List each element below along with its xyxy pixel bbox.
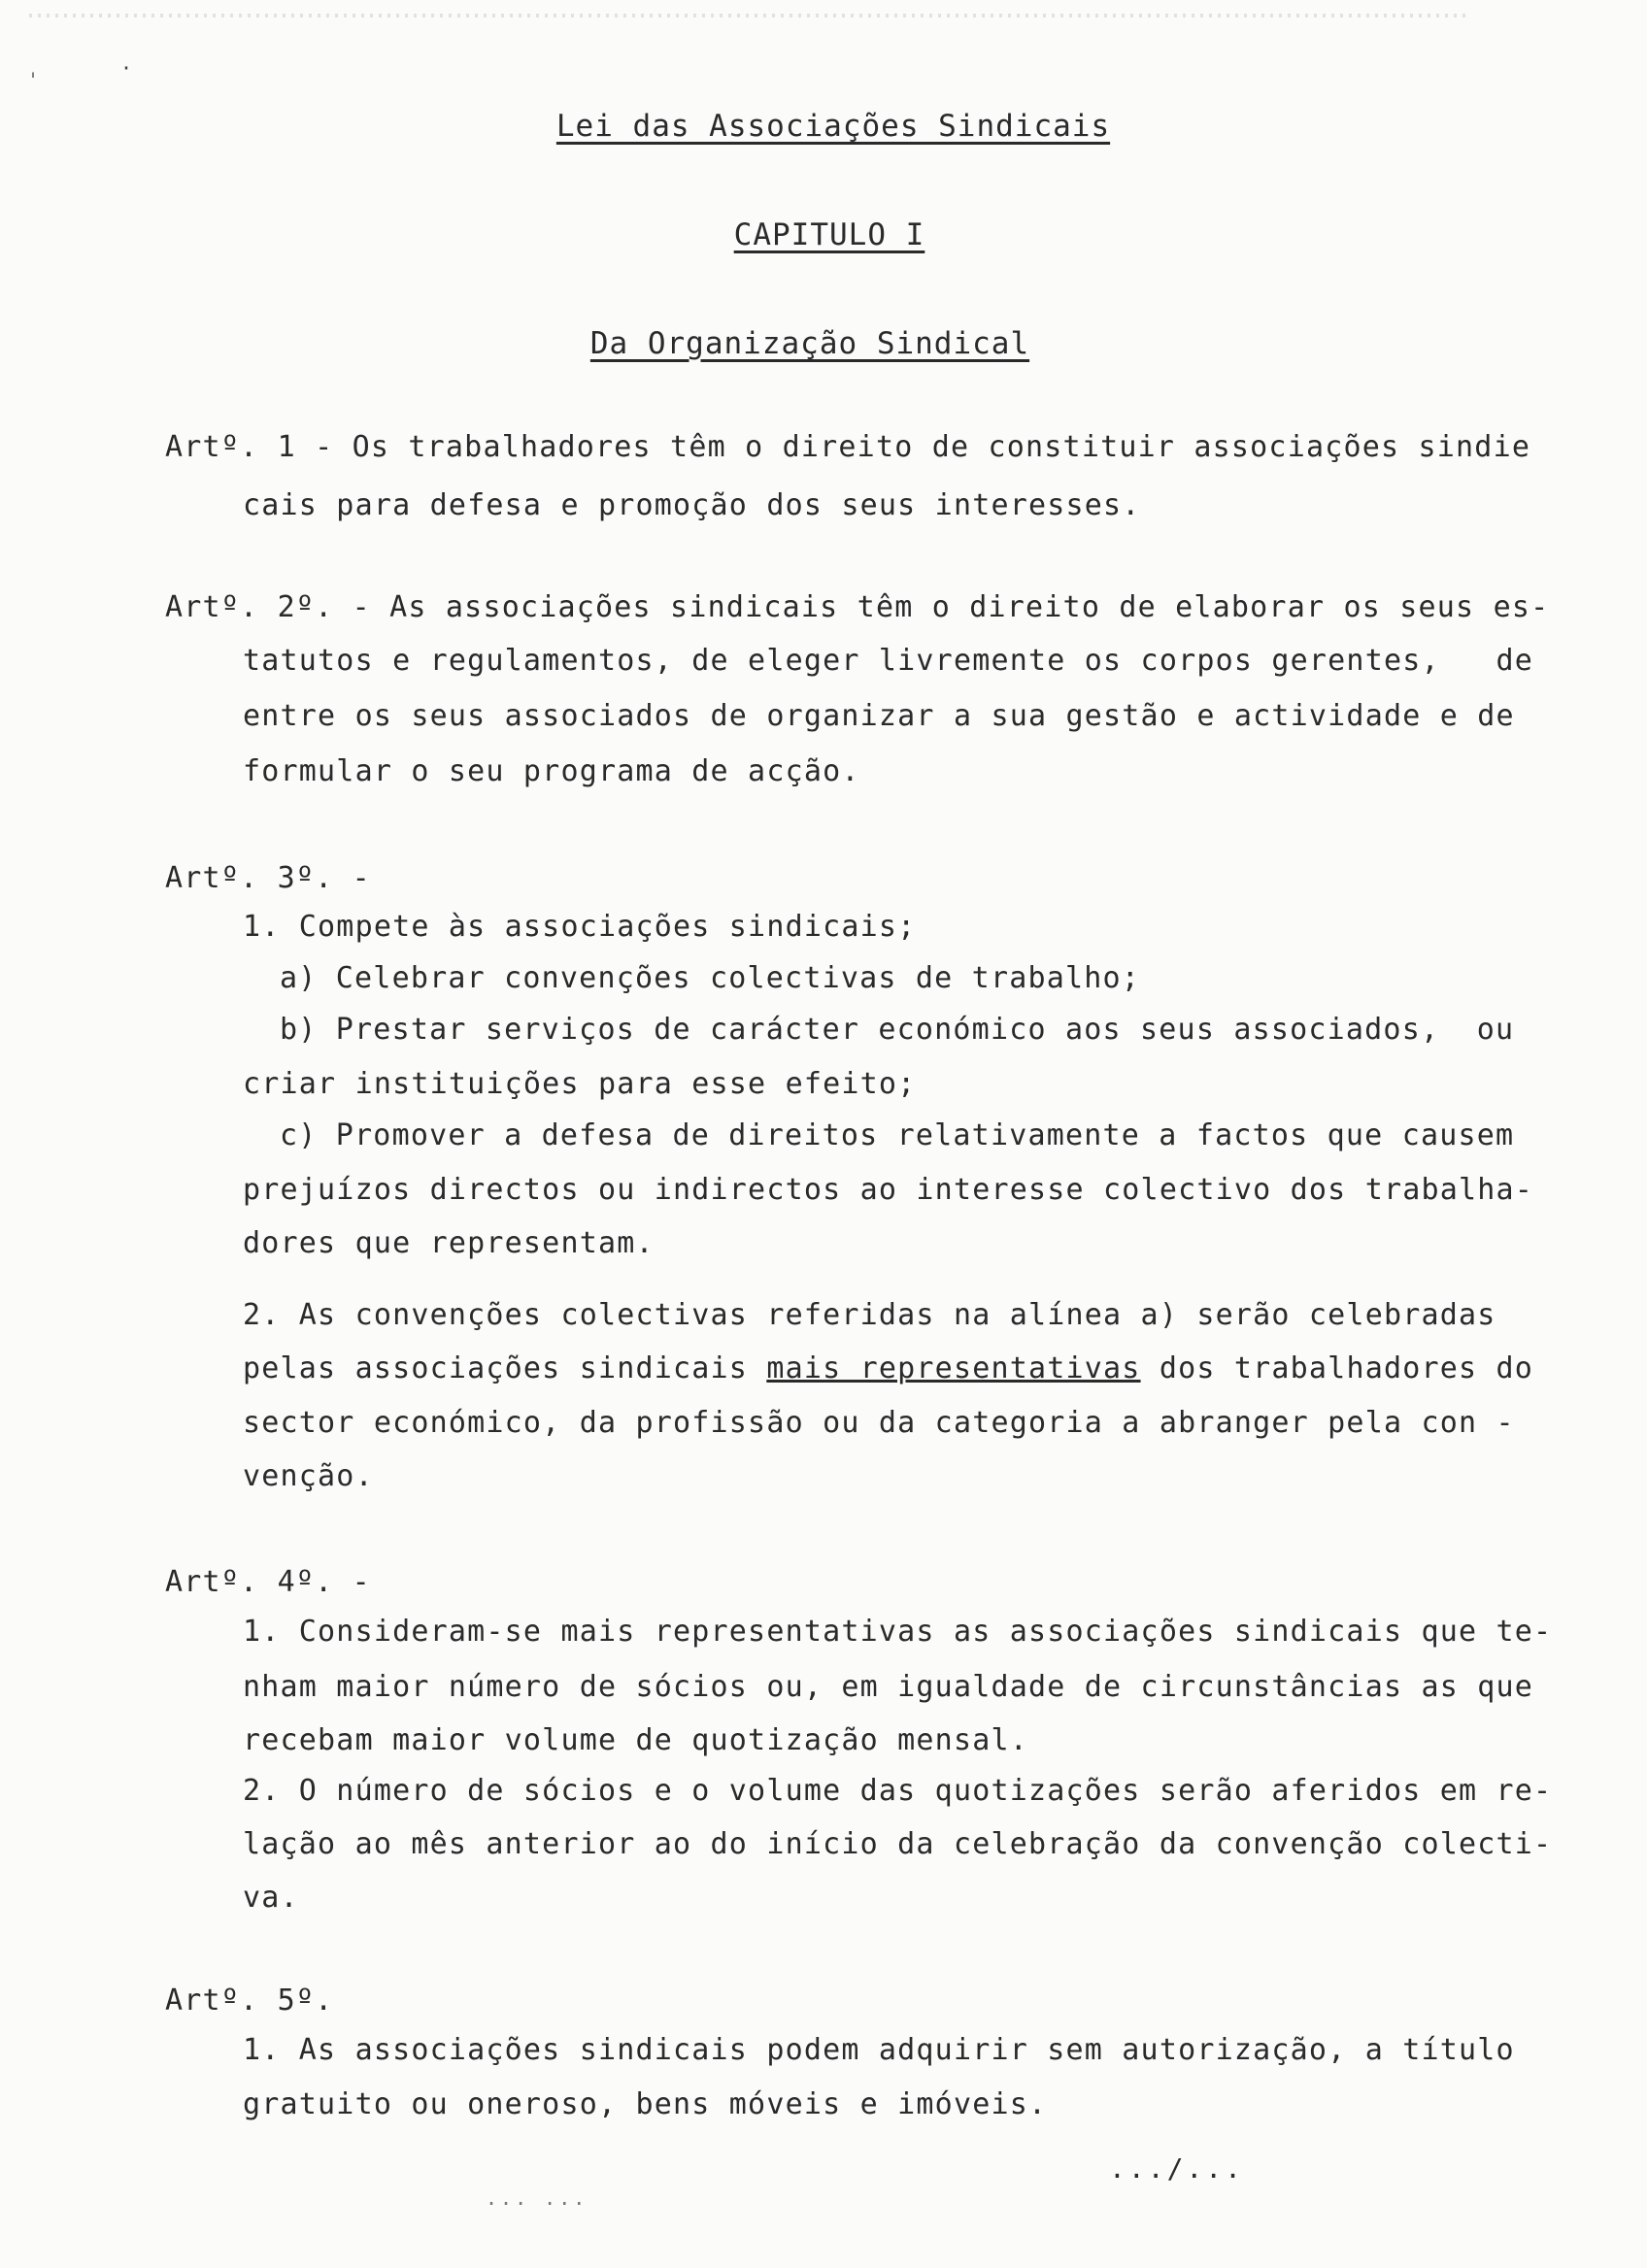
art4-line-3: recebam maior volume de quotização mensal. [243, 1723, 1028, 1757]
art5-line-2: gratuito ou oneroso, bens móveis e imóveis. [243, 2087, 1048, 2121]
art3-line-9-start: pelas associações sindicais [243, 1351, 767, 1385]
scan-mark: ˌ [27, 56, 40, 80]
art3-line-5: c) Promover a defesa de direitos relativamente a factos que causem [280, 1118, 1515, 1152]
art3-line-11: venção. [243, 1459, 374, 1493]
art3-line-9 [243, 1351, 1533, 1385]
art3-line-8: 2. As convenções colectivas referidas na alínea a) serão celebradas [243, 1298, 1496, 1332]
art4-line-1: 1. Consideram-se mais representativas as associações sindicais que te- [243, 1615, 1553, 1649]
art4-line-2: nham maior número de sócios ou, em igualdade de circunstâncias as que [243, 1670, 1534, 1704]
art1-line-2: cais para defesa e promoção dos seus interesses. [243, 488, 1141, 522]
art4-line-4: 2. O número de sócios e o volume das quotizações serão aferidos em re- [243, 1774, 1553, 1808]
art2-line-3: entre os seus associados de organizar a sua gestão e actividade e de [243, 699, 1515, 733]
art3-line-4: criar instituições para esse efeito; [243, 1067, 917, 1101]
art3-label: Artº. 3º. - [165, 861, 371, 895]
art3-line-1: 1. Compete às associações sindicais; [243, 910, 917, 944]
footer-dots: ... ... [486, 2186, 588, 2210]
art3-line-10: sector económico, da profissão ou da categoria a abranger pela con - [243, 1406, 1515, 1440]
art4-line-5: lação ao mês anterior ao do início da celebração da convenção colecti- [243, 1827, 1553, 1861]
art1-line-1: Artº. 1 - Os trabalhadores têm o direito de constituir associações sindie [165, 430, 1531, 464]
art3-line-9-end: dos trabalhadores do [1140, 1351, 1534, 1385]
art5-label: Artº. 5º. [165, 1984, 334, 2018]
section-heading: Da Organização Sindical [589, 326, 1030, 361]
art4-line-6: va. [243, 1881, 299, 1915]
scan-noise [29, 14, 1466, 17]
art4-label: Artº. 4º. - [165, 1565, 371, 1599]
art2-line-4: formular o seu programa de acção. [243, 754, 860, 788]
continuation-marker: .../... [1109, 2152, 1245, 2185]
underlined-phrase: mais representativas [766, 1351, 1141, 1385]
art3-line-3: b) Prestar serviços de carácter económico aos seus associados, ou [280, 1013, 1515, 1047]
art2-line-1: Artº. 2º. - As associações sindicais têm o direito de elaborar os seus es- [165, 590, 1550, 624]
art3-line-2: a) Celebrar convenções colectivas de trabalho; [280, 961, 1141, 995]
art5-line-1: 1. As associações sindicais podem adquirir sem autorização, a título [243, 2033, 1515, 2067]
scan-mark: · [120, 56, 133, 80]
document-title: Lei das Associações Sindicais [555, 109, 1111, 144]
chapter-heading: CAPITULO I [733, 217, 925, 252]
art3-line-7: dores que representam. [243, 1226, 655, 1260]
art3-line-6: prejuízos directos ou indirectos ao interesse colectivo dos trabalha- [243, 1173, 1534, 1207]
art2-line-2: tatutos e regulamentos, de eleger livremente os corpos gerentes, de [243, 644, 1534, 678]
